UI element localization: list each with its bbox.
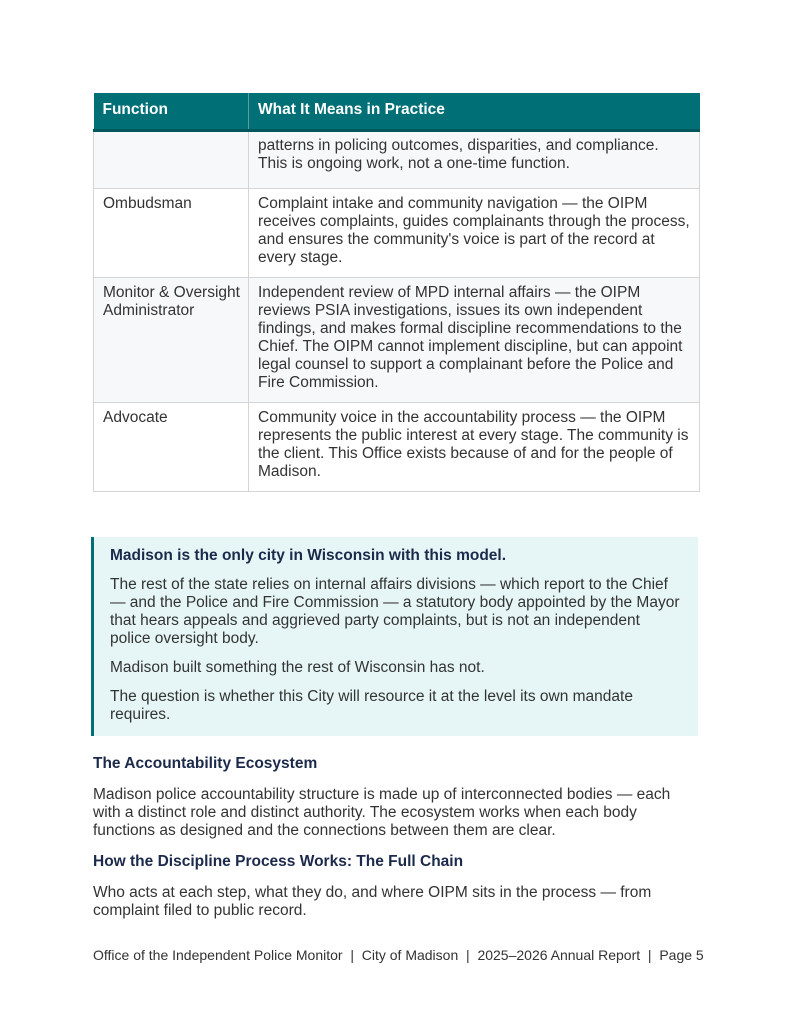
discipline-body: Who acts at each step, what they do, and where OIPM sits in the process — from complaint filed to public record. [93,884,652,919]
function-cell [94,130,249,188]
functions-table [93,93,700,492]
functions-table-container [93,93,699,492]
ecosystem-body: Madison police accountability structure is made up of interconnected bodies — each with a distinct role and distinct authority. The ecosystem works when each body functions as designed and the connections between them are clear. [93,786,671,839]
function-cell: Monitor & Oversight Administrator [94,277,249,402]
function-cell: Advocate [94,402,249,491]
header-function: Function [94,93,249,130]
table-row [94,402,700,491]
ecosystem-section [93,755,693,840]
callout-title: Madison is the only city in Wisconsin with this model. [110,547,507,564]
table-row [94,277,700,402]
meaning-cell: Complaint intake and community navigation — the OIPM receives complaints, guides complainants through the process, and ensures the community's voice is part of the record at every stage. [249,188,700,277]
ecosystem-heading: The Accountability Ecosystem [93,755,318,772]
function-cell: Ombudsman [94,188,249,277]
meaning-cell: Independent review of MPD internal affairs — the OIPM reviews PSIA investigations, issues its own independent findings, and makes formal discipline recommendations to the Chief. The OIPM cannot implement discipline, but can appoint legal counsel to support a complainant before the Police and Fire Commission. [249,277,700,402]
meaning-cell: Community voice in the accountability process — the OIPM represents the public interest at every stage. The community is the client. This Office exists because of and for the people of Madison. [249,402,700,491]
page-footer: Office of the Independent Police Monitor | City of Madison | 2025–2026 Annual Report | Page 5 [93,947,704,963]
header-meaning: What It Means in Practice [249,93,700,130]
table-row [94,130,700,188]
discipline-heading: How the Discipline Process Works: The Full Chain [93,853,464,870]
meaning-cell: patterns in policing outcomes, disparities, and compliance. This is ongoing work, not a one-time function. [249,130,700,188]
callout-paragraph: Madison built something the rest of Wisconsin has not. [110,659,485,676]
table-row [94,188,700,277]
callout-paragraph: The question is whether this City will resource it at the level its own mandate requires. [110,688,633,723]
discipline-section [93,853,693,920]
madison-model-callout [91,537,698,736]
table-header-row [94,93,700,130]
callout-paragraph: The rest of the state relies on internal affairs divisions — which report to the Chief — and the Police and Fire Commission — a statutory body appointed by the Mayor that hears appeals and aggrieved party complaints, but is not an independent police oversight body. [110,576,680,647]
